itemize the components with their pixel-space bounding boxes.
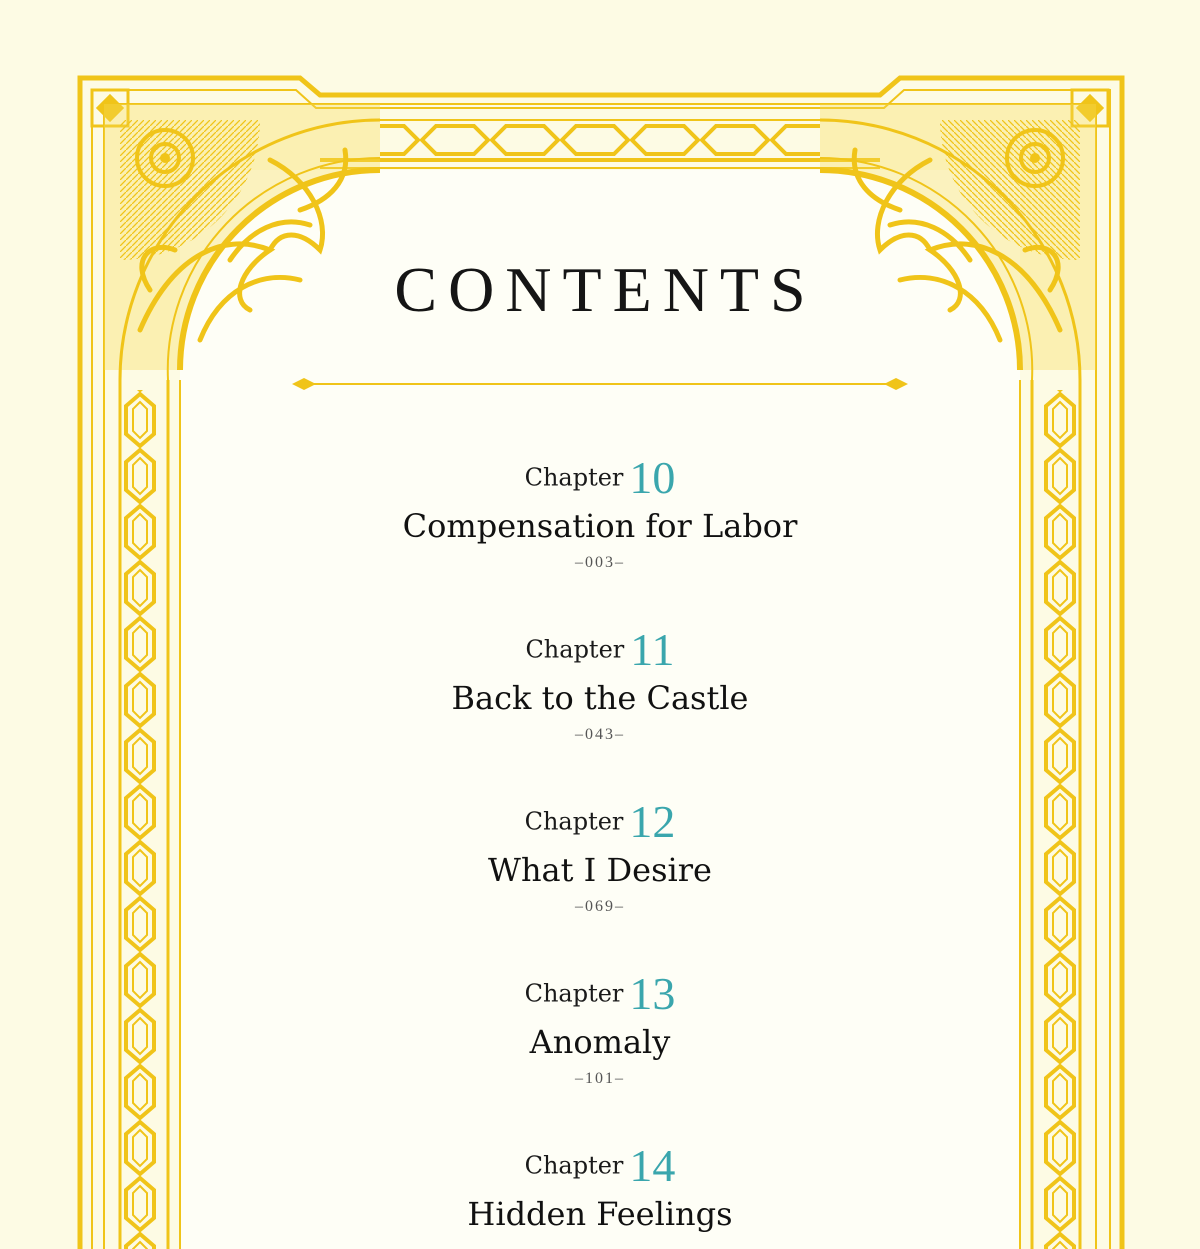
chapter-heading bbox=[0, 966, 1200, 1020]
chapter-title: What I Desire bbox=[488, 851, 712, 889]
chapter-label: Chapter bbox=[524, 1151, 624, 1180]
chapter-title: Compensation for Labor bbox=[402, 507, 798, 545]
chapter-heading bbox=[0, 1138, 1200, 1192]
top-chain-band bbox=[380, 122, 820, 158]
chapter-label: Chapter bbox=[524, 807, 624, 836]
chapter-title: Anomaly bbox=[529, 1023, 671, 1061]
chapter-number: 12 bbox=[629, 795, 676, 847]
chapter-title: Hidden Feelings bbox=[467, 1195, 733, 1233]
chapter-label: Chapter bbox=[524, 463, 624, 492]
chapter-entry bbox=[0, 450, 1200, 578]
chapter-heading bbox=[0, 794, 1200, 848]
chapter-entry bbox=[0, 966, 1200, 1094]
chapter-heading bbox=[0, 622, 1200, 676]
chapter-label: Chapter bbox=[525, 635, 625, 664]
chapter-page-number: –043– bbox=[575, 726, 625, 743]
chapter-entry bbox=[0, 794, 1200, 922]
chapter-label: Chapter bbox=[524, 979, 624, 1008]
chapter-title: Back to the Castle bbox=[451, 679, 749, 717]
chapter-number: 10 bbox=[629, 451, 676, 503]
chapter-page-number: –069– bbox=[575, 898, 625, 915]
chapter-number: 13 bbox=[629, 967, 676, 1019]
chapter-entry bbox=[0, 1138, 1200, 1236]
chapter-number: 14 bbox=[629, 1139, 676, 1191]
chapter-page-number: –003– bbox=[575, 554, 625, 571]
chapter-page-number: –101– bbox=[575, 1070, 625, 1087]
chapter-entry bbox=[0, 622, 1200, 750]
chapter-heading bbox=[0, 450, 1200, 504]
chapter-number: 11 bbox=[630, 623, 675, 675]
page-title: CONTENTS bbox=[394, 254, 817, 325]
